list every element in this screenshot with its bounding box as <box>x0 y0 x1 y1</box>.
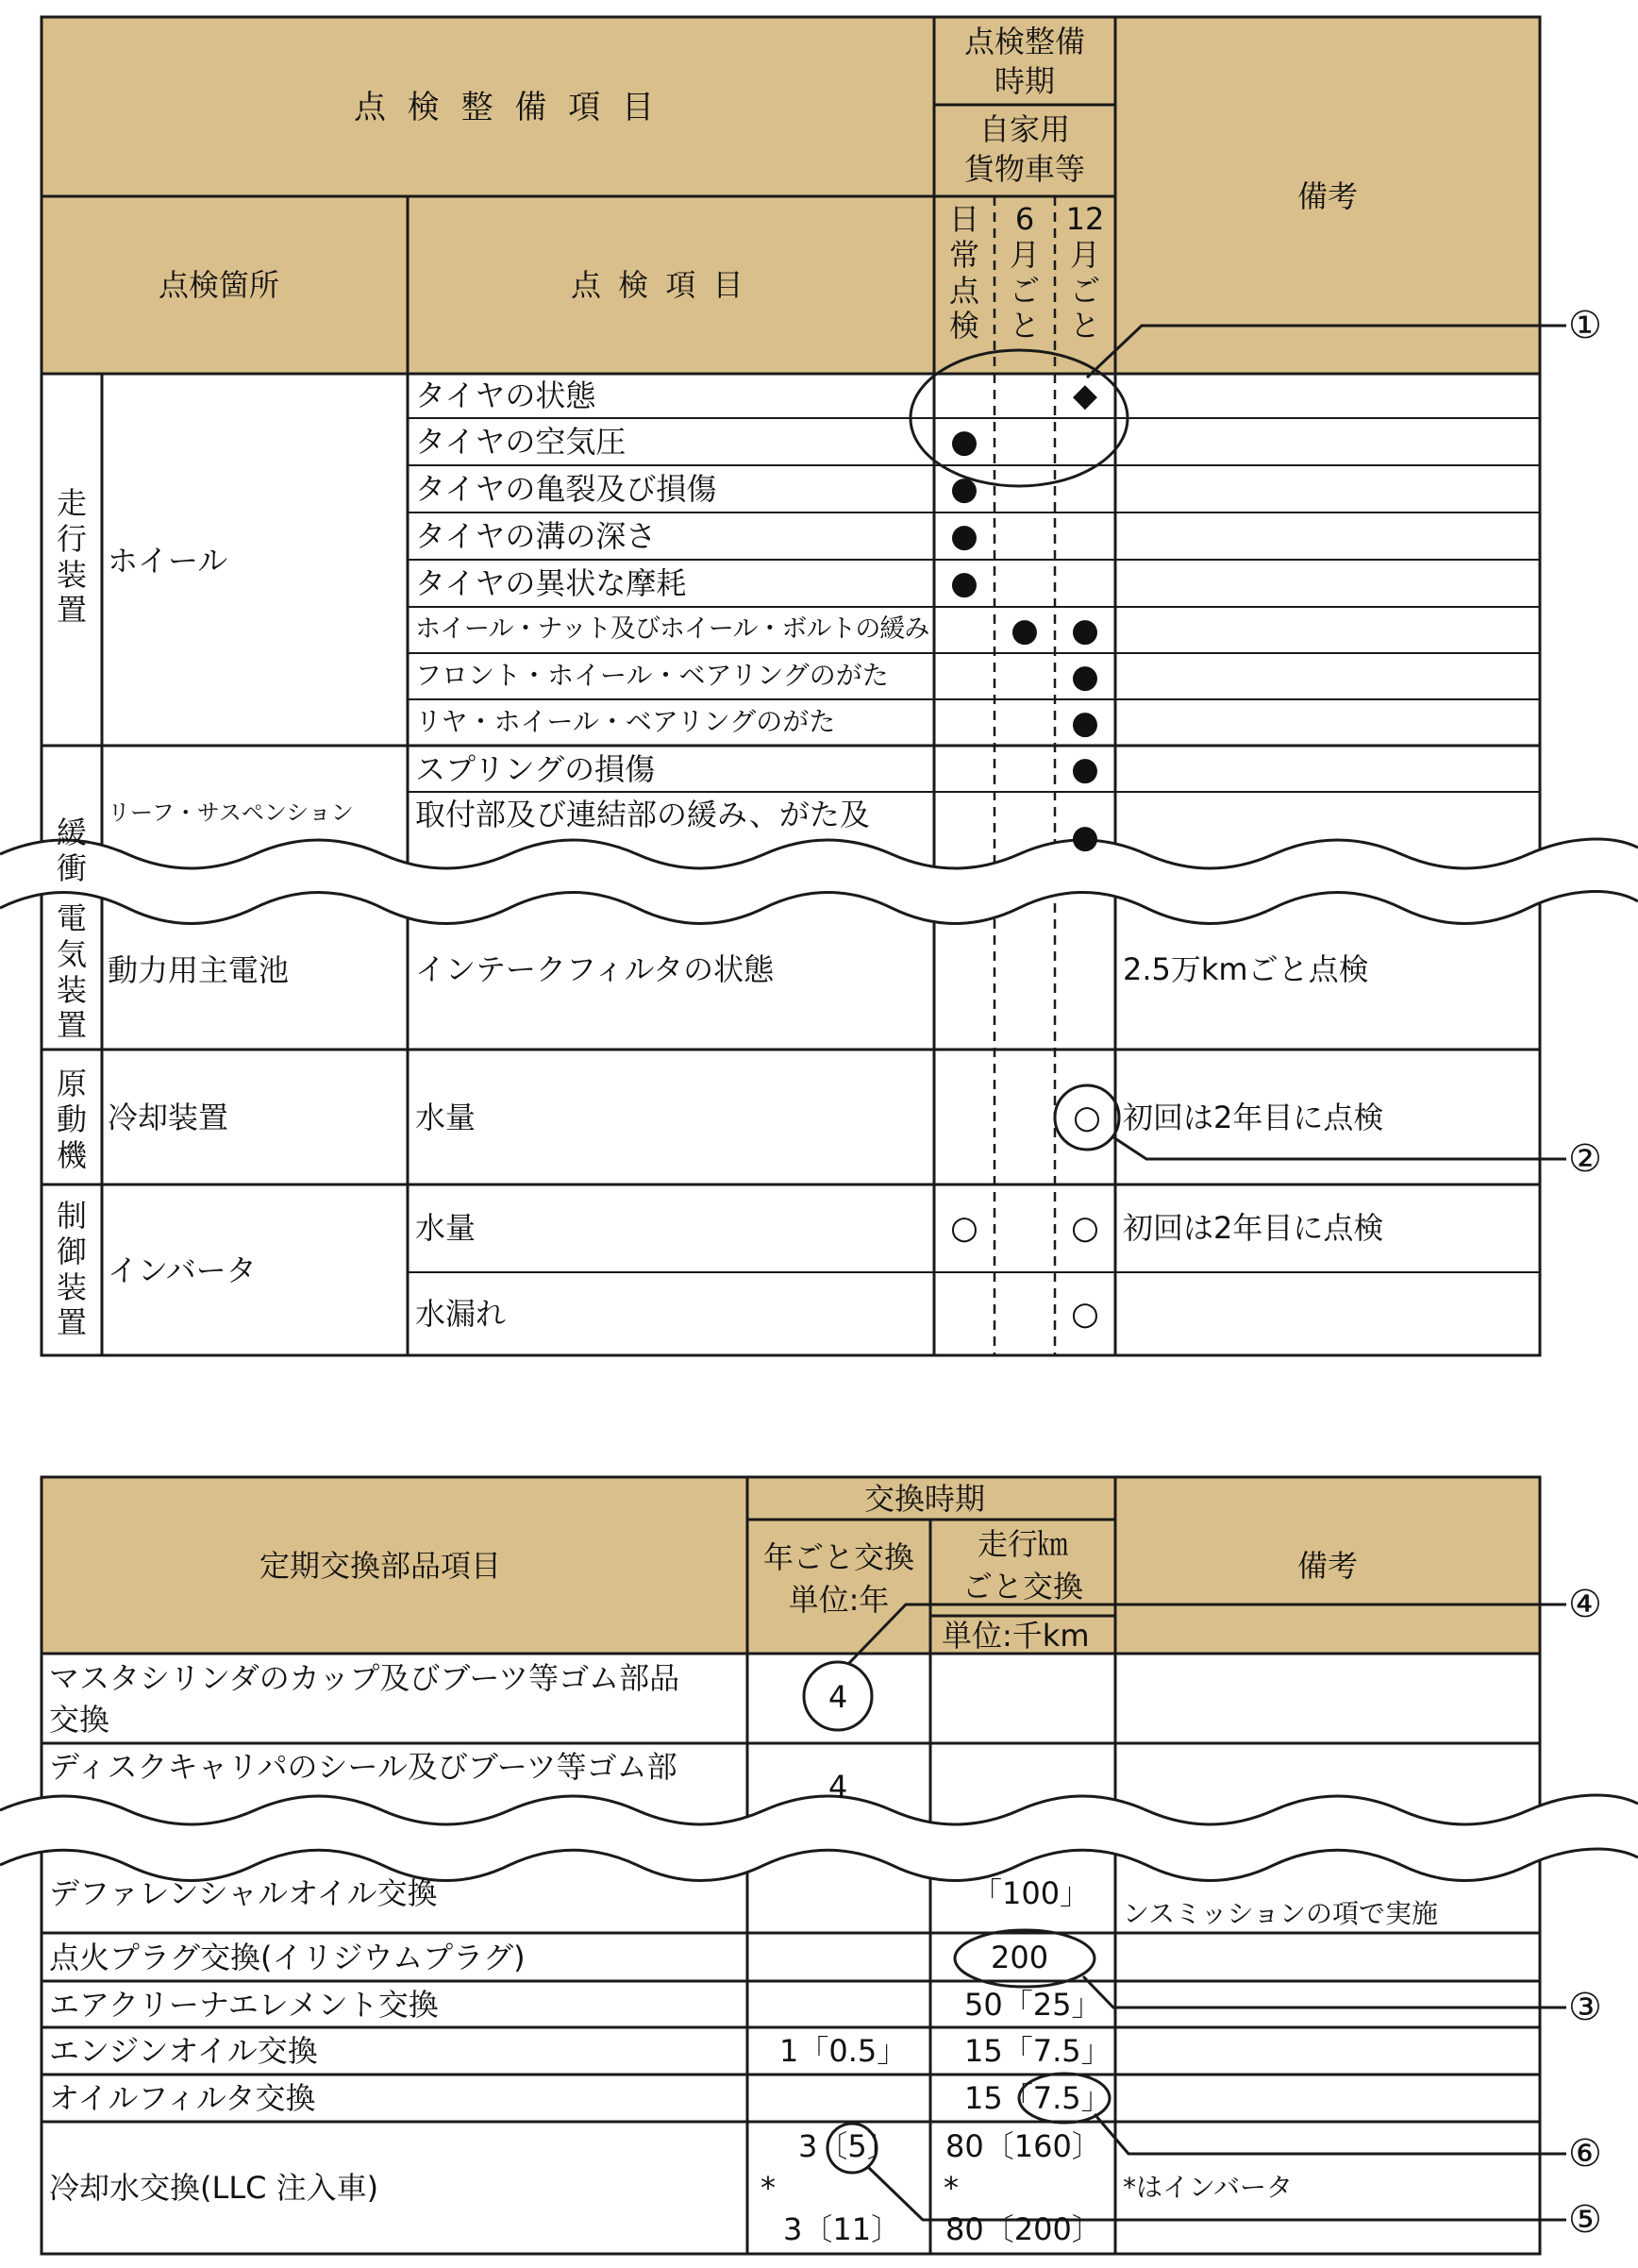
group-char: 装 <box>56 556 87 593</box>
col-daily-char: 検 <box>948 308 979 344</box>
inspection-remark: 初回は2年目に点検 <box>1123 1100 1384 1135</box>
part-km: 80〔160〕 <box>945 2128 1102 2164</box>
table2-remarks-header: 備考 <box>1297 1548 1359 1584</box>
mark-daily: ● <box>950 517 978 555</box>
part-item: デファレンシャルオイル交換 <box>49 1875 438 1911</box>
inspection-item: インテークフィルタの状態 <box>415 951 775 987</box>
mark-daily: ● <box>950 564 978 602</box>
part-km: 80〔200〕 <box>945 2211 1102 2247</box>
mark-daily: ○ <box>950 1209 978 1247</box>
inspection-item: 水量 <box>415 1210 476 1246</box>
part-item: 冷却水交換(LLC 注入車) <box>49 2170 379 2206</box>
mark-12m: ○ <box>1073 1099 1101 1136</box>
group-char: 制 <box>56 1198 87 1234</box>
mark-12m: ● <box>1071 818 1099 856</box>
group-running-gear <box>48 486 95 629</box>
exchange-timing-header: 交換時期 <box>864 1481 986 1517</box>
callout-6: ⑥ <box>1568 2132 1602 2176</box>
by-km-line2: ごと交換 <box>961 1568 1083 1604</box>
callout-2: ② <box>1568 1137 1602 1181</box>
mark-12m: ○ <box>1071 1295 1099 1333</box>
inspection-item: スプリングの損傷 <box>415 751 656 787</box>
location-cooling: 冷却装置 <box>108 1100 229 1135</box>
by-year-line1: 年ごと交換 <box>762 1539 914 1575</box>
vehicle-type-line2: 貨物車等 <box>963 150 1085 187</box>
part-item: 点火プラグ交換(イリジウムプラグ) <box>49 1940 526 1975</box>
part-years-star: * <box>760 2170 776 2206</box>
callout-5: ⑤ <box>1568 2198 1602 2242</box>
part-item: ディスクキャリパのシール及びブーツ等ゴム部 <box>49 1749 677 1785</box>
group-char: 置 <box>56 1304 87 1341</box>
inspection-item: ホイール・ナット及びホイール・ボルトの緩み <box>415 614 929 644</box>
part-remark: ンスミッションの項で実施 <box>1123 1898 1439 1929</box>
mark-6m: ● <box>1011 612 1039 649</box>
by-km-line1: 走行㎞ <box>977 1526 1068 1562</box>
mark-12m: ● <box>1071 750 1099 788</box>
by-year-header <box>747 1537 930 1621</box>
inspection-item: 水量 <box>415 1100 476 1135</box>
inspection-item: 水漏れ <box>415 1296 507 1332</box>
part-item: マスタシリンダのカップ及びブーツ等ゴム部品 <box>49 1660 680 1696</box>
col-daily-char: 常 <box>948 236 979 273</box>
inspection-item: リヤ・ホイール・ベアリングのがた <box>415 706 836 737</box>
item-header: 点 検 項 目 <box>571 267 747 303</box>
callout-3: ③ <box>1568 1986 1602 2029</box>
part-km: 「100」 <box>972 1875 1091 1911</box>
part-km: 15「7.5」 <box>964 2033 1112 2069</box>
col-12m-char: と <box>1069 308 1100 344</box>
location-wheel: ホイール <box>108 543 228 579</box>
col-12m-header <box>1061 202 1109 344</box>
part-km: 15「7.5」 <box>964 2080 1112 2116</box>
callout-4: ④ <box>1568 1583 1602 1626</box>
col-6m-header <box>1001 202 1048 344</box>
inspection-item: タイヤの空気圧 <box>415 424 627 460</box>
group-char: 原 <box>56 1066 87 1101</box>
inspection-remark: 2.5万kmごと点検 <box>1123 951 1369 987</box>
group-suspension <box>48 815 95 887</box>
inspection-item: 取付部及び連結部の緩み、がた及 <box>415 797 870 832</box>
part-item: エアクリーナエレメント交換 <box>49 1987 439 2023</box>
part-item: 交換 <box>49 1702 110 1738</box>
col-daily-char: 点 <box>948 272 979 309</box>
group-char: 気 <box>56 935 87 972</box>
remarks-header: 備考 <box>1297 178 1359 214</box>
col-daily-char: 日 <box>948 201 979 237</box>
mark-12m: ○ <box>1071 1209 1099 1247</box>
group-char: 行 <box>56 520 87 557</box>
group-electrical <box>48 901 95 1044</box>
part-km: 200 <box>991 1940 1049 1975</box>
group-char: 電 <box>56 900 87 936</box>
timing-header-line2: 時期 <box>994 62 1055 99</box>
inspection-item: フロント・ホイール・ベアリングのがた <box>415 660 889 691</box>
mark-12m: ◆ <box>1072 377 1098 414</box>
part-years: 4 <box>828 1769 848 1805</box>
part-km-star: * <box>944 2170 959 2206</box>
inspection-item: タイヤの状態 <box>415 378 596 413</box>
part-item: オイルフィルタ交換 <box>49 2080 316 2116</box>
col-12m-char: ご <box>1069 272 1100 309</box>
group-char: 衝 <box>56 849 87 886</box>
mark-daily: ● <box>950 423 978 461</box>
part-years: 1「0.5」 <box>779 2033 908 2069</box>
part-remark: *はインバータ <box>1123 2172 1294 2203</box>
location-main-battery: 動力用主電池 <box>108 952 290 988</box>
group-char: 走 <box>56 485 87 521</box>
by-km-header <box>930 1523 1115 1608</box>
mark-12m: ● <box>1071 704 1099 742</box>
table1-title: 点 検 整 備 項 目 <box>354 89 660 126</box>
part-item: エンジンオイル交換 <box>49 2033 318 2069</box>
group-control <box>48 1199 95 1341</box>
table2-title: 定期交換部品項目 <box>259 1548 502 1584</box>
part-km: 50「25」 <box>964 1987 1102 2023</box>
group-char: 御 <box>56 1233 87 1269</box>
location-header: 点検箇所 <box>159 267 280 303</box>
location-leaf-suspension: リーフ・サスペンション <box>108 799 354 826</box>
callout-1: ① <box>1568 304 1602 347</box>
inspection-item: タイヤの異状な摩耗 <box>415 565 687 601</box>
group-char: 装 <box>56 971 87 1008</box>
col-12m-char: 月 <box>1069 236 1100 273</box>
by-year-line2: 単位:年 <box>788 1581 890 1618</box>
col-6m-char: ご <box>1009 272 1040 309</box>
col-12m-char: 12 <box>1065 201 1105 237</box>
mark-12m: ● <box>1071 658 1099 696</box>
mark-daily: ● <box>950 470 978 508</box>
group-char: 緩 <box>56 815 87 850</box>
part-years: 3〔5〕 <box>798 2128 897 2164</box>
group-char: 動 <box>56 1100 87 1137</box>
inspection-item: タイヤの溝の深さ <box>415 518 657 554</box>
col-6m-char: と <box>1009 308 1040 344</box>
by-km-unit: 単位:千km <box>942 1618 1090 1654</box>
part-years: 3〔11〕 <box>783 2211 902 2247</box>
location-inverter: インバータ <box>108 1252 257 1288</box>
timing-header-line1: 点検整備 <box>963 24 1085 59</box>
group-char: 置 <box>56 1007 87 1044</box>
group-char: 装 <box>56 1268 87 1305</box>
vehicle-type-line1: 自家用 <box>978 111 1070 147</box>
part-years: 4 <box>828 1679 848 1715</box>
group-char: 機 <box>56 1136 87 1173</box>
timing-header <box>934 23 1115 101</box>
inspection-remark: 初回は2年目に点検 <box>1123 1210 1384 1246</box>
mark-12m: ● <box>1071 612 1099 649</box>
col-daily-header <box>941 202 988 344</box>
inspection-item: タイヤの亀裂及び損傷 <box>415 471 717 507</box>
group-motor <box>48 1067 95 1173</box>
col-6m-char: 6 <box>1014 201 1035 237</box>
col-6m-char: 月 <box>1009 236 1040 273</box>
vehicle-type-header <box>934 110 1115 189</box>
group-char: 置 <box>56 592 87 629</box>
